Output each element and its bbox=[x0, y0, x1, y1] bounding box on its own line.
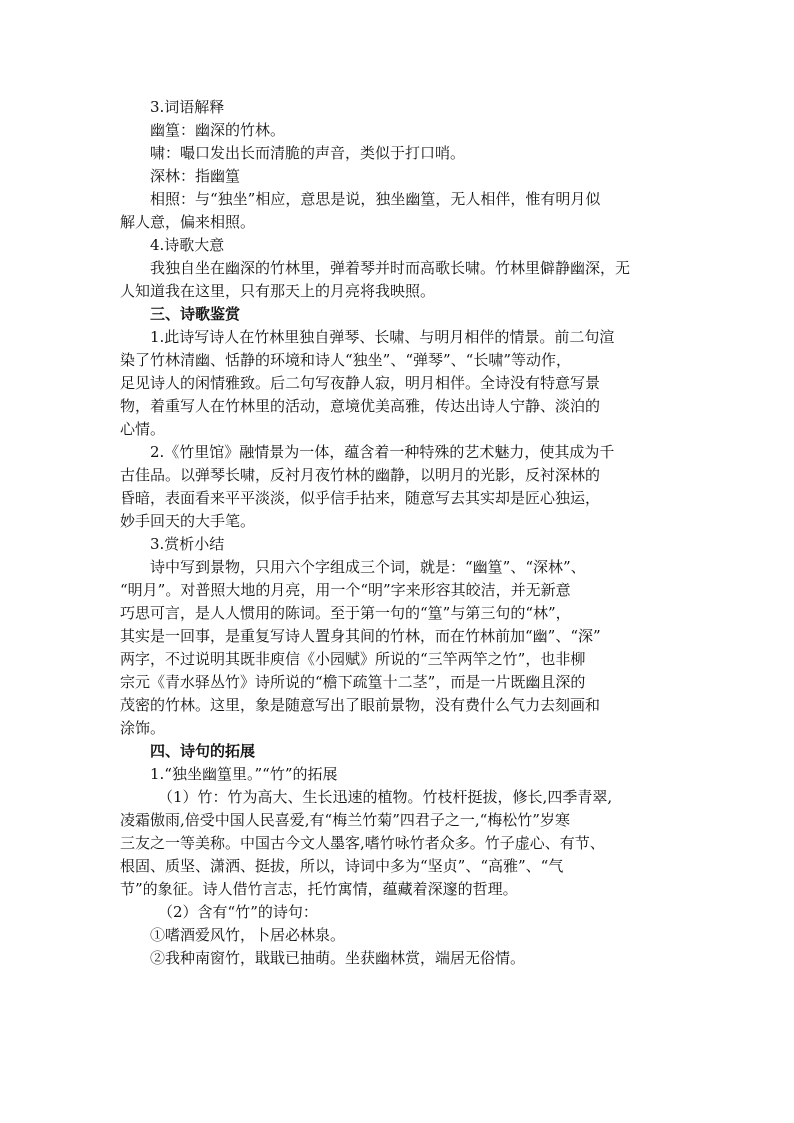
text-line: （1）竹：竹为高大、生长迅速的植物。竹枝杆挺拔，修长,四季青翠, bbox=[158, 788, 613, 806]
text-line: 心情。 bbox=[120, 420, 166, 438]
text-line: 染了竹林清幽、恬静的环境和诗人“独坐”、“弹琴”、“长啸”等动作， bbox=[120, 351, 572, 369]
text-line: 茂密的竹林。这里，象是随意写出了眼前景物，没有费什么气力去刻画和 bbox=[120, 696, 601, 714]
text-line: 三友之一等美称。中国古今文人墨客,嗜竹咏竹者众多。竹子虚心、有节、 bbox=[120, 834, 605, 852]
text-line: 3.赏析小结 bbox=[150, 535, 225, 553]
text-line: 妙手回天的大手笔。 bbox=[120, 512, 256, 530]
text-line: 2.《竹里馆》融情景为一体，蕴含着一种特殊的艺术魅力，使其成为千 bbox=[150, 443, 615, 461]
text-line: ①嗜酒爱风竹，卜居必林泉。 bbox=[150, 926, 346, 944]
text-line: 诗中写到景物，只用六个字组成三个词，就是：“幽篁”、“深林”、 bbox=[150, 558, 586, 576]
text-line: 1.此诗写诗人在竹林里独自弹琴、长啸、与明月相伴的情景。前二句渲 bbox=[150, 328, 615, 346]
text-line: 解人意，偏来相照。 bbox=[120, 213, 256, 231]
text-line: ②我种南窗竹，戢戢已抽萌。坐获幽林赏，端居无俗情。 bbox=[150, 949, 526, 967]
document-page bbox=[120, 96, 680, 970]
text-line: 3.词语解释 bbox=[150, 98, 225, 116]
text-line: （2）含有“竹”的诗句： bbox=[158, 903, 318, 921]
text-line: 巧思可言，是人人惯用的陈词。至于第一句的“篁”与第三句的“林”， bbox=[120, 604, 571, 622]
text-line: “明月”。对普照大地的月亮，用一个“明”字来形容其皎洁，并无新意 bbox=[120, 581, 571, 599]
text-line: 宗元《青水驿丛竹》诗所说的“檐下疏篁十二茎”，而是一片既幽且深的 bbox=[120, 673, 586, 691]
text-line: 其实是一回事，是重复写诗人置身其间的竹林，而在竹林前加“幽”、“深” bbox=[120, 627, 601, 645]
text-line: 涂饰。 bbox=[120, 719, 166, 737]
text-line: 人知道我在这里，只有那天上的月亮将我映照。 bbox=[120, 282, 436, 300]
text-line: 昏暗，表面看来平平淡淡，似乎信手拈来，随意写去其实却是匠心独运， bbox=[120, 489, 601, 507]
section-heading: 四、诗句的拓展 bbox=[150, 742, 256, 760]
text-line: 节”的象征。诗人借竹言志，托竹寓情，蕴藏着深邃的哲理。 bbox=[120, 880, 518, 898]
text-line: 4.诗歌大意 bbox=[150, 236, 225, 254]
text-line: 物，着重写人在竹林里的活动，意境优美高雅，传达出诗人宁静、淡泊的 bbox=[120, 397, 601, 415]
text-line: 1.“独坐幽篁里。”“竹”的拓展 bbox=[150, 765, 338, 783]
text-line: 相照：与“独坐”相应，意思是说，独坐幽篁，无人相伴，惟有明月似 bbox=[150, 190, 601, 208]
text-line: 深林：指幽篁 bbox=[150, 167, 241, 185]
section-heading: 三、诗歌鉴赏 bbox=[150, 305, 241, 323]
text-line: 足见诗人的闲情雅致。后二句写夜静人寂，明月相伴。全诗没有特意写景 bbox=[120, 374, 601, 392]
text-line: 幽篁：幽深的竹林。 bbox=[150, 121, 286, 139]
text-line: 两字，不过说明其既非庾信《小园赋》所说的“三竿两竿之竹”，也非柳 bbox=[120, 650, 586, 668]
text-line: 凌霜傲雨,倍受中国人民喜爱,有“梅兰竹菊”四君子之一,“梅松竹”岁寒 bbox=[120, 811, 570, 829]
text-line: 古佳品。以弹琴长啸，反衬月夜竹林的幽静，以明月的光影，反衬深林的 bbox=[120, 466, 601, 484]
text-line: 我独自坐在幽深的竹林里，弹着琴并时而高歌长啸。竹林里僻静幽深，无 bbox=[150, 259, 631, 277]
text-line: 啸：嘬口发出长而清脆的声音，类似于打口哨。 bbox=[150, 144, 466, 162]
text-line: 根固、质坚、潇洒、挺拔，所以，诗词中多为“坚贞”、“高雅”、“气 bbox=[120, 857, 564, 875]
